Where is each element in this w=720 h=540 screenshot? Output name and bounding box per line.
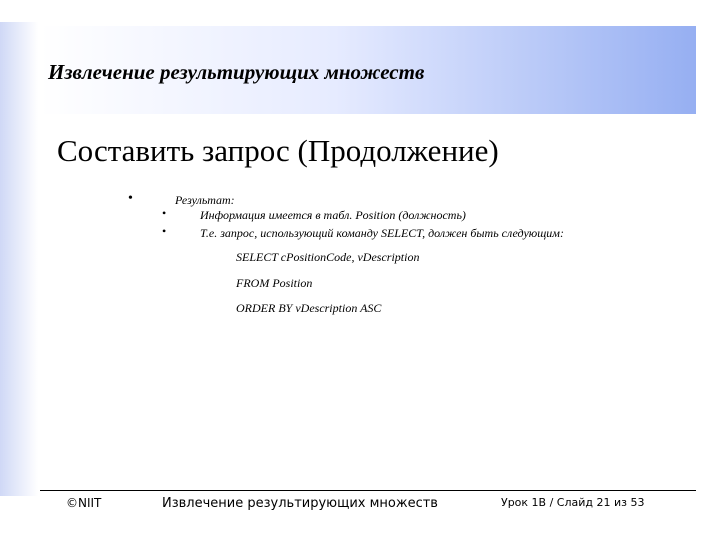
footer-divider: [40, 490, 696, 491]
sub-bullet-icon: •: [162, 206, 167, 220]
code-line-select: SELECT cPositionCode, vDescription: [236, 250, 420, 264]
sub-item-text: Т.е. запрос, использующий команду SELECT, должен быть следующим:: [200, 226, 564, 240]
sub-bullet-icon: •: [162, 224, 167, 238]
result-label: Результат:: [175, 193, 235, 207]
header-title: Извлечение результирующих множеств: [48, 60, 425, 84]
code-line-from: FROM Position: [236, 276, 313, 290]
slide-title: Составить запрос (Продолжение): [57, 133, 499, 168]
code-line-order: ORDER BY vDescription ASC: [236, 301, 382, 315]
left-decorative-bar: [0, 22, 38, 496]
footer-title: Извлечение результирующих множеств: [162, 496, 438, 511]
footer-page-info: Урок 1B / Слайд 21 из 53: [501, 496, 645, 509]
bullet-icon: •: [128, 191, 133, 206]
footer-copyright: ©NIIT: [66, 496, 102, 510]
sub-item-text: Информация имеется в табл. Position (должность): [200, 208, 466, 222]
